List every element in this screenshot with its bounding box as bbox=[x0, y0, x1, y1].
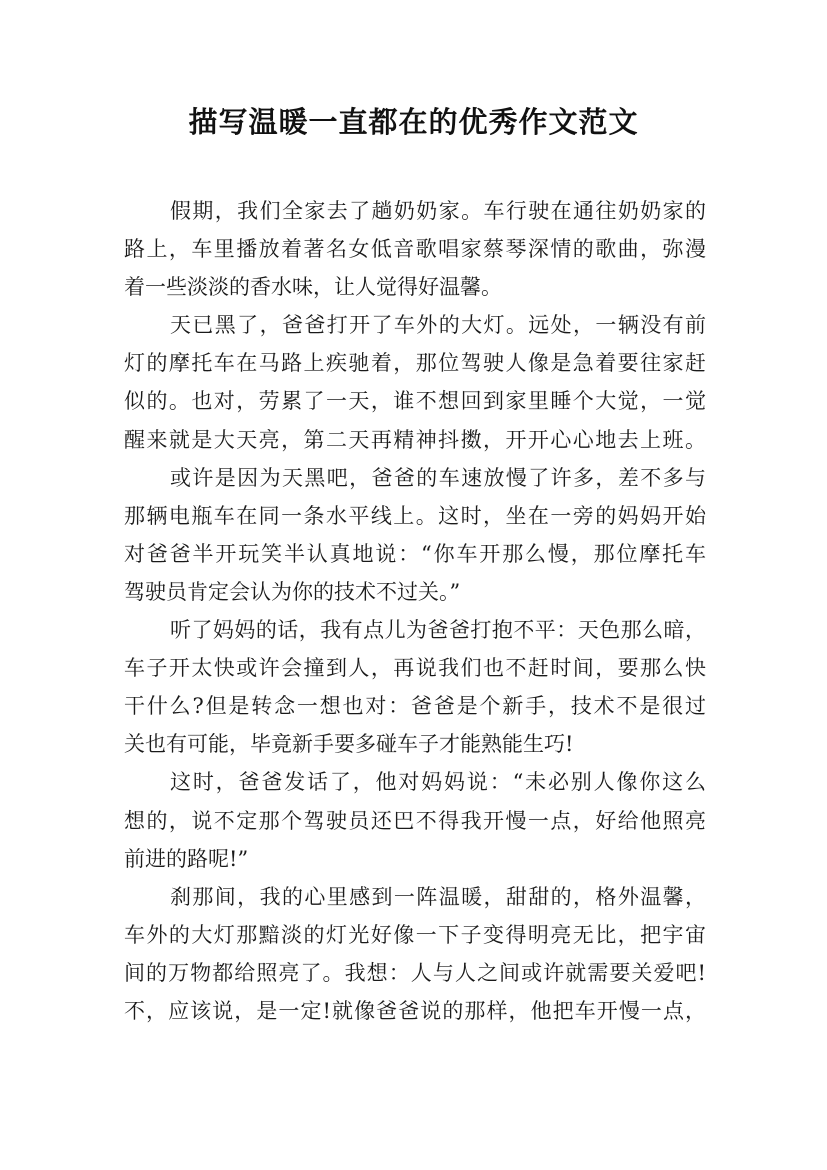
text-line: 似的。也对，劳累了一天，谁不想回到家里睡个大觉，一觉 bbox=[124, 389, 706, 414]
text-line: 关也有可能，毕竟新手要多碰车子才能熟能生巧! bbox=[124, 732, 574, 757]
text-line: 车外的大灯那黯淡的灯光好像一下子变得明亮无比，把宇宙 bbox=[124, 922, 706, 947]
text-line: 着一些淡淡的香水味，让人觉得好温馨。 bbox=[124, 275, 502, 300]
text-line: 刹那间，我的心里感到一阵温暖，甜甜的，格外温馨， bbox=[170, 884, 706, 909]
paragraph-4 bbox=[124, 611, 706, 763]
text-line: 不，应该说，是一定!就像爸爸说的那样，他把车开慢一点， bbox=[124, 998, 706, 1023]
text-line: 假期，我们全家去了趟奶奶家。车行驶在通往奶奶家的 bbox=[170, 199, 706, 223]
text-line: 车子开太快或许会撞到人，再说我们也不赶时间，要那么快 bbox=[124, 656, 706, 681]
text-line: 想的，说不定那个驾驶员还巴不得我开慢一点，好给他照亮 bbox=[124, 808, 706, 833]
document-body bbox=[124, 192, 706, 1030]
paragraph-5 bbox=[124, 763, 706, 877]
text-line: 或许是因为天黑吧，爸爸的车速放慢了许多，差不多与 bbox=[170, 465, 706, 490]
text-line: 驾驶员肯定会认为你的技术不过关。” bbox=[124, 579, 461, 604]
text-line: 醒来就是大天亮，第二天再精神抖擞，开开心心地去上班。 bbox=[124, 427, 706, 452]
document-title: 描写温暖一直都在的优秀作文范文 bbox=[188, 105, 639, 139]
text-line: 干什么?但是转念一想也对：爸爸是个新手，技术不是很过 bbox=[124, 694, 706, 719]
paragraph-1 bbox=[124, 192, 706, 306]
text-line: 听了妈妈的话，我有点儿为爸爸打抱不平：天色那么暗， bbox=[170, 618, 706, 643]
text-line: 对爸爸半开玩笑半认真地说：“你车开那么慢，那位摩托车 bbox=[124, 541, 706, 566]
text-line: 那辆电瓶车在同一条水平线上。这时，坐在一旁的妈妈开始 bbox=[124, 503, 706, 528]
text-line: 天已黑了，爸爸打开了车外的大灯。远处，一辆没有前 bbox=[170, 313, 706, 338]
text-line: 灯的摩托车在马路上疾驰着，那位驾驶人像是急着要往家赶 bbox=[124, 351, 706, 376]
text-line: 前进的路呢!” bbox=[124, 846, 249, 871]
paragraph-2 bbox=[124, 306, 706, 458]
paragraph-3 bbox=[124, 459, 706, 611]
text-line: 间的万物都给照亮了。我想：人与人之间或许就需要关爱吧! bbox=[124, 960, 706, 985]
paragraph-6 bbox=[124, 878, 706, 1030]
text-line: 这时，爸爸发话了，他对妈妈说：“未必别人像你这么 bbox=[170, 770, 706, 795]
text-line: 路上，车里播放着著名女低音歌唱家蔡琴深情的歌曲，弥漫 bbox=[124, 237, 706, 262]
